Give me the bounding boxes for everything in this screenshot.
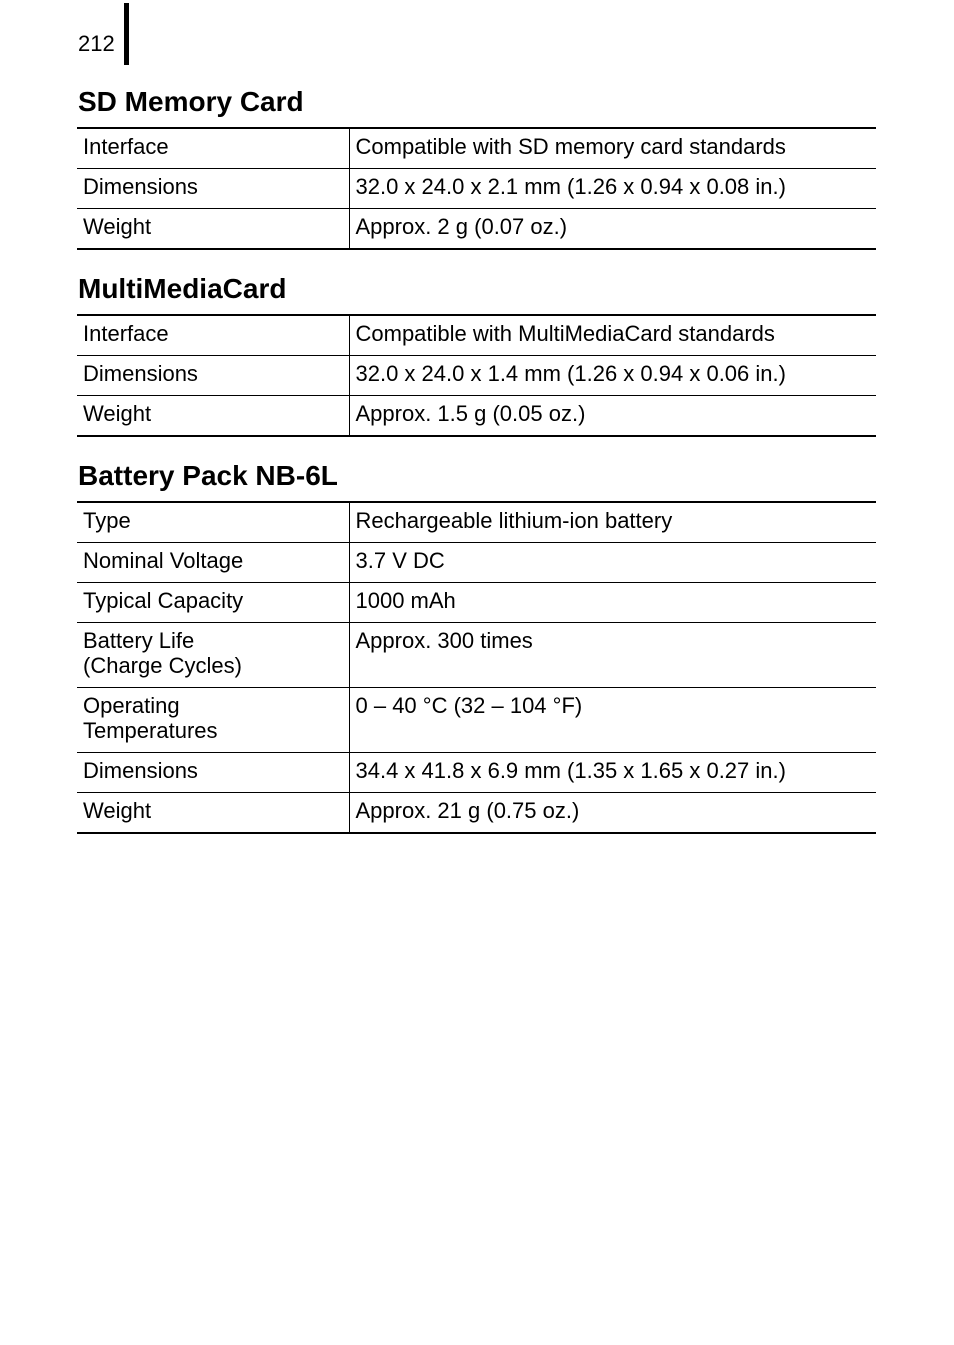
section-title-multimediacard: MultiMediaCard [78,273,287,304]
spec-label: Typical Capacity [77,583,349,623]
spec-table-multimediacard [77,314,876,437]
page-number: 212 [78,31,115,56]
section-title-sd-memory-card: SD Memory Card [78,86,304,117]
spec-value: Compatible with SD memory card standards [355,134,786,159]
spec-table-sd-memory-card [77,127,876,250]
spec-value: Approx. 300 times [355,628,533,653]
spec-value: 3.7 V DC [355,548,445,573]
spec-value: 32.0 x 24.0 x 2.1 mm (1.26 x 0.94 x 0.08 in.) [355,174,786,199]
page-margin-bar [124,3,129,65]
table-row [77,502,876,543]
spec-label: Dimensions [77,169,349,209]
spec-value: 1000 mAh [355,588,456,613]
spec-value: Approx. 21 g (0.75 oz.) [355,798,580,823]
spec-label: Interface [77,315,349,356]
spec-label: Battery Life (Charge Cycles) [77,623,349,688]
spec-value: Compatible with MultiMediaCard standards [355,321,775,346]
spec-value: Rechargeable lithium-ion battery [355,508,673,533]
table-row [77,128,876,169]
table-row [77,543,876,583]
spec-value: Approx. 1.5 g (0.05 oz.) [355,401,586,426]
spec-label: Weight [77,396,349,437]
section-title-battery-pack: Battery Pack NB-6L [78,460,338,491]
spec-value: Approx. 2 g (0.07 oz.) [355,214,568,239]
spec-label: Operating Temperatures [77,688,349,753]
table-row [77,753,876,793]
table-row [77,209,876,250]
table-row [77,793,876,834]
spec-label: Dimensions [77,753,349,793]
spec-label: Type [77,502,349,543]
spec-label: Interface [77,128,349,169]
spec-value: 32.0 x 24.0 x 1.4 mm (1.26 x 0.94 x 0.06 in.) [355,361,786,386]
spec-label: Weight [77,209,349,250]
spec-label: Nominal Voltage [77,543,349,583]
spec-label: Weight [77,793,349,834]
table-row [77,356,876,396]
table-row [77,688,876,753]
table-row [77,169,876,209]
table-row [77,396,876,437]
table-row [77,583,876,623]
table-row [77,315,876,356]
spec-table-battery-pack [77,501,876,834]
spec-value: 0 – 40 °C (32 – 104 °F) [355,693,583,718]
spec-label: Dimensions [77,356,349,396]
spec-value: 34.4 x 41.8 x 6.9 mm (1.35 x 1.65 x 0.27 in.) [355,758,786,783]
table-row [77,623,876,688]
